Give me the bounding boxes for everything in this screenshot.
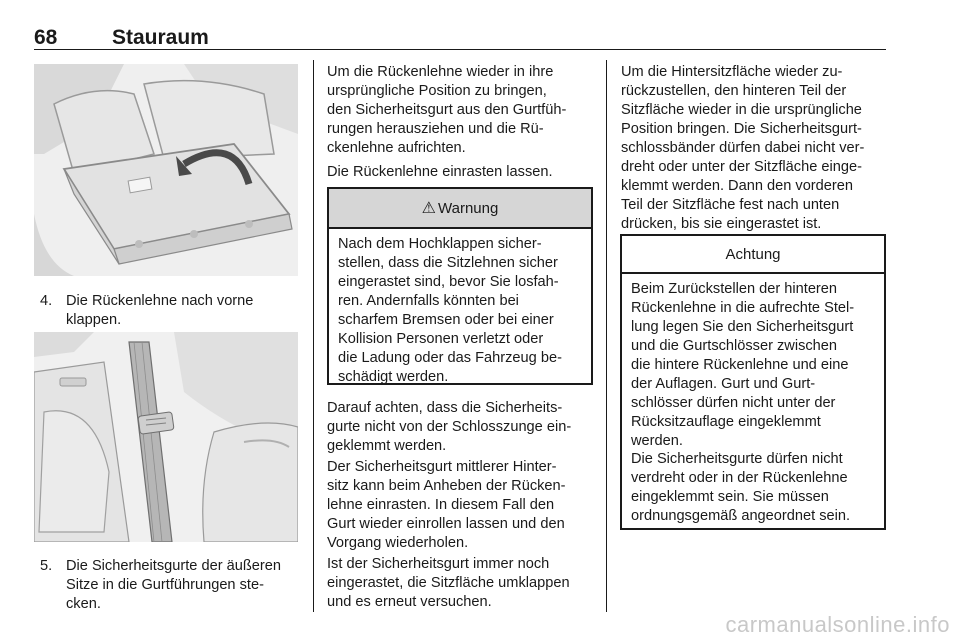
caution-title: Achtung bbox=[725, 245, 781, 263]
caution-text-1: Beim Zurückstellen der hinteren Rückenlehne in die aufrechte Stel- lung legen Sie den Sicherheitsgurt und die Gurtschlösser zwischen die hintere Rückenlehne und eine der Auflagen. Gurt und Gurt- schlösser dürfen nicht unter der Rücksitzauflage eingeklemmt werden. bbox=[631, 281, 855, 449]
caution-box bbox=[620, 234, 886, 530]
warning-text: Nach dem Hochklappen sicher- stellen, dass die Sitzlehnen sicher eingerastet sind, bevor Sie losfah- ren. Andernfalls könnten bei scharfem Bremsen oder bei einer Kollision Personen verletzt oder die Ladung oder das Fahrzeug be- schädigt werden. bbox=[338, 236, 562, 385]
column-divider-left bbox=[313, 60, 314, 612]
warning-title: Warnung bbox=[438, 199, 499, 217]
col2-latch-paragraph: Die Rückenlehne einrasten lassen. bbox=[327, 164, 553, 180]
page-header bbox=[34, 24, 886, 52]
seatbelt-guide-illustration bbox=[34, 332, 298, 542]
watermark: carmanualsonline.info bbox=[725, 612, 950, 637]
section-title: Stauraum bbox=[112, 26, 209, 49]
column-divider-right bbox=[606, 60, 607, 612]
warning-box bbox=[327, 187, 593, 385]
warning-triangle-icon: ⚠ bbox=[421, 200, 437, 217]
rear-seat-fold-illustration bbox=[34, 64, 298, 276]
col3-intro-paragraph: Um die Hintersitzfläche wieder zu- rückzustellen, den hinteren Teil der Sitzfläche wieder in die ursprüngliche Position bringen. Die Sicherheitsgurt- schlossbänder dürfen dabei nicht ver- dreht oder unter der Sitzfläche einge- klemmt werden. Dann den vorderen Teil der Sitzfläche fest nach unten drücken, bis sie eingerastet ist. bbox=[621, 64, 865, 232]
page-number: 68 bbox=[34, 26, 58, 49]
col2-paragraph-1: Darauf achten, dass die Sicherheits- gurte nicht von der Schlosszunge ein- geklemmt werden. bbox=[327, 400, 572, 454]
step-4 bbox=[40, 292, 310, 332]
warning-box-header bbox=[329, 189, 591, 229]
header-rule bbox=[34, 49, 886, 50]
step-5-text: Die Sicherheitsgurte der äußeren Sitze in die Gurtführungen ste- cken. bbox=[66, 558, 281, 612]
caution-text-2: Die Sicherheitsgurte dürfen nicht verdreht oder in der Rückenlehne eingeklemmt sein. Sie müssen ordnungsgemäß angeordnet sein. bbox=[631, 451, 851, 524]
col2-paragraph-2: Der Sicherheitsgurt mittlerer Hinter- sitz kann beim Anheben der Rücken- lehne einrasten. In diesem Fall den Gurt wieder einrollen lassen und den Vorgang wiederholen. bbox=[327, 459, 566, 551]
step-4-text: Die Rückenlehne nach vorne klappen. bbox=[66, 293, 254, 328]
col2-intro-paragraph: Um die Rückenlehne wieder in ihre ursprüngliche Position zu bringen, den Sicherheitsgurt aus den Gurtfüh- rungen herausziehen und die Rü- ckenlehne aufrichten. bbox=[327, 64, 567, 156]
step-5 bbox=[40, 557, 315, 614]
step-5-number: 5. bbox=[40, 558, 53, 574]
step-4-number: 4. bbox=[40, 293, 53, 309]
col2-paragraph-3: Ist der Sicherheitsgurt immer noch eingerastet, die Sitzfläche umklappen und es erneut versuchen. bbox=[327, 556, 570, 610]
caution-box-header bbox=[622, 236, 884, 274]
